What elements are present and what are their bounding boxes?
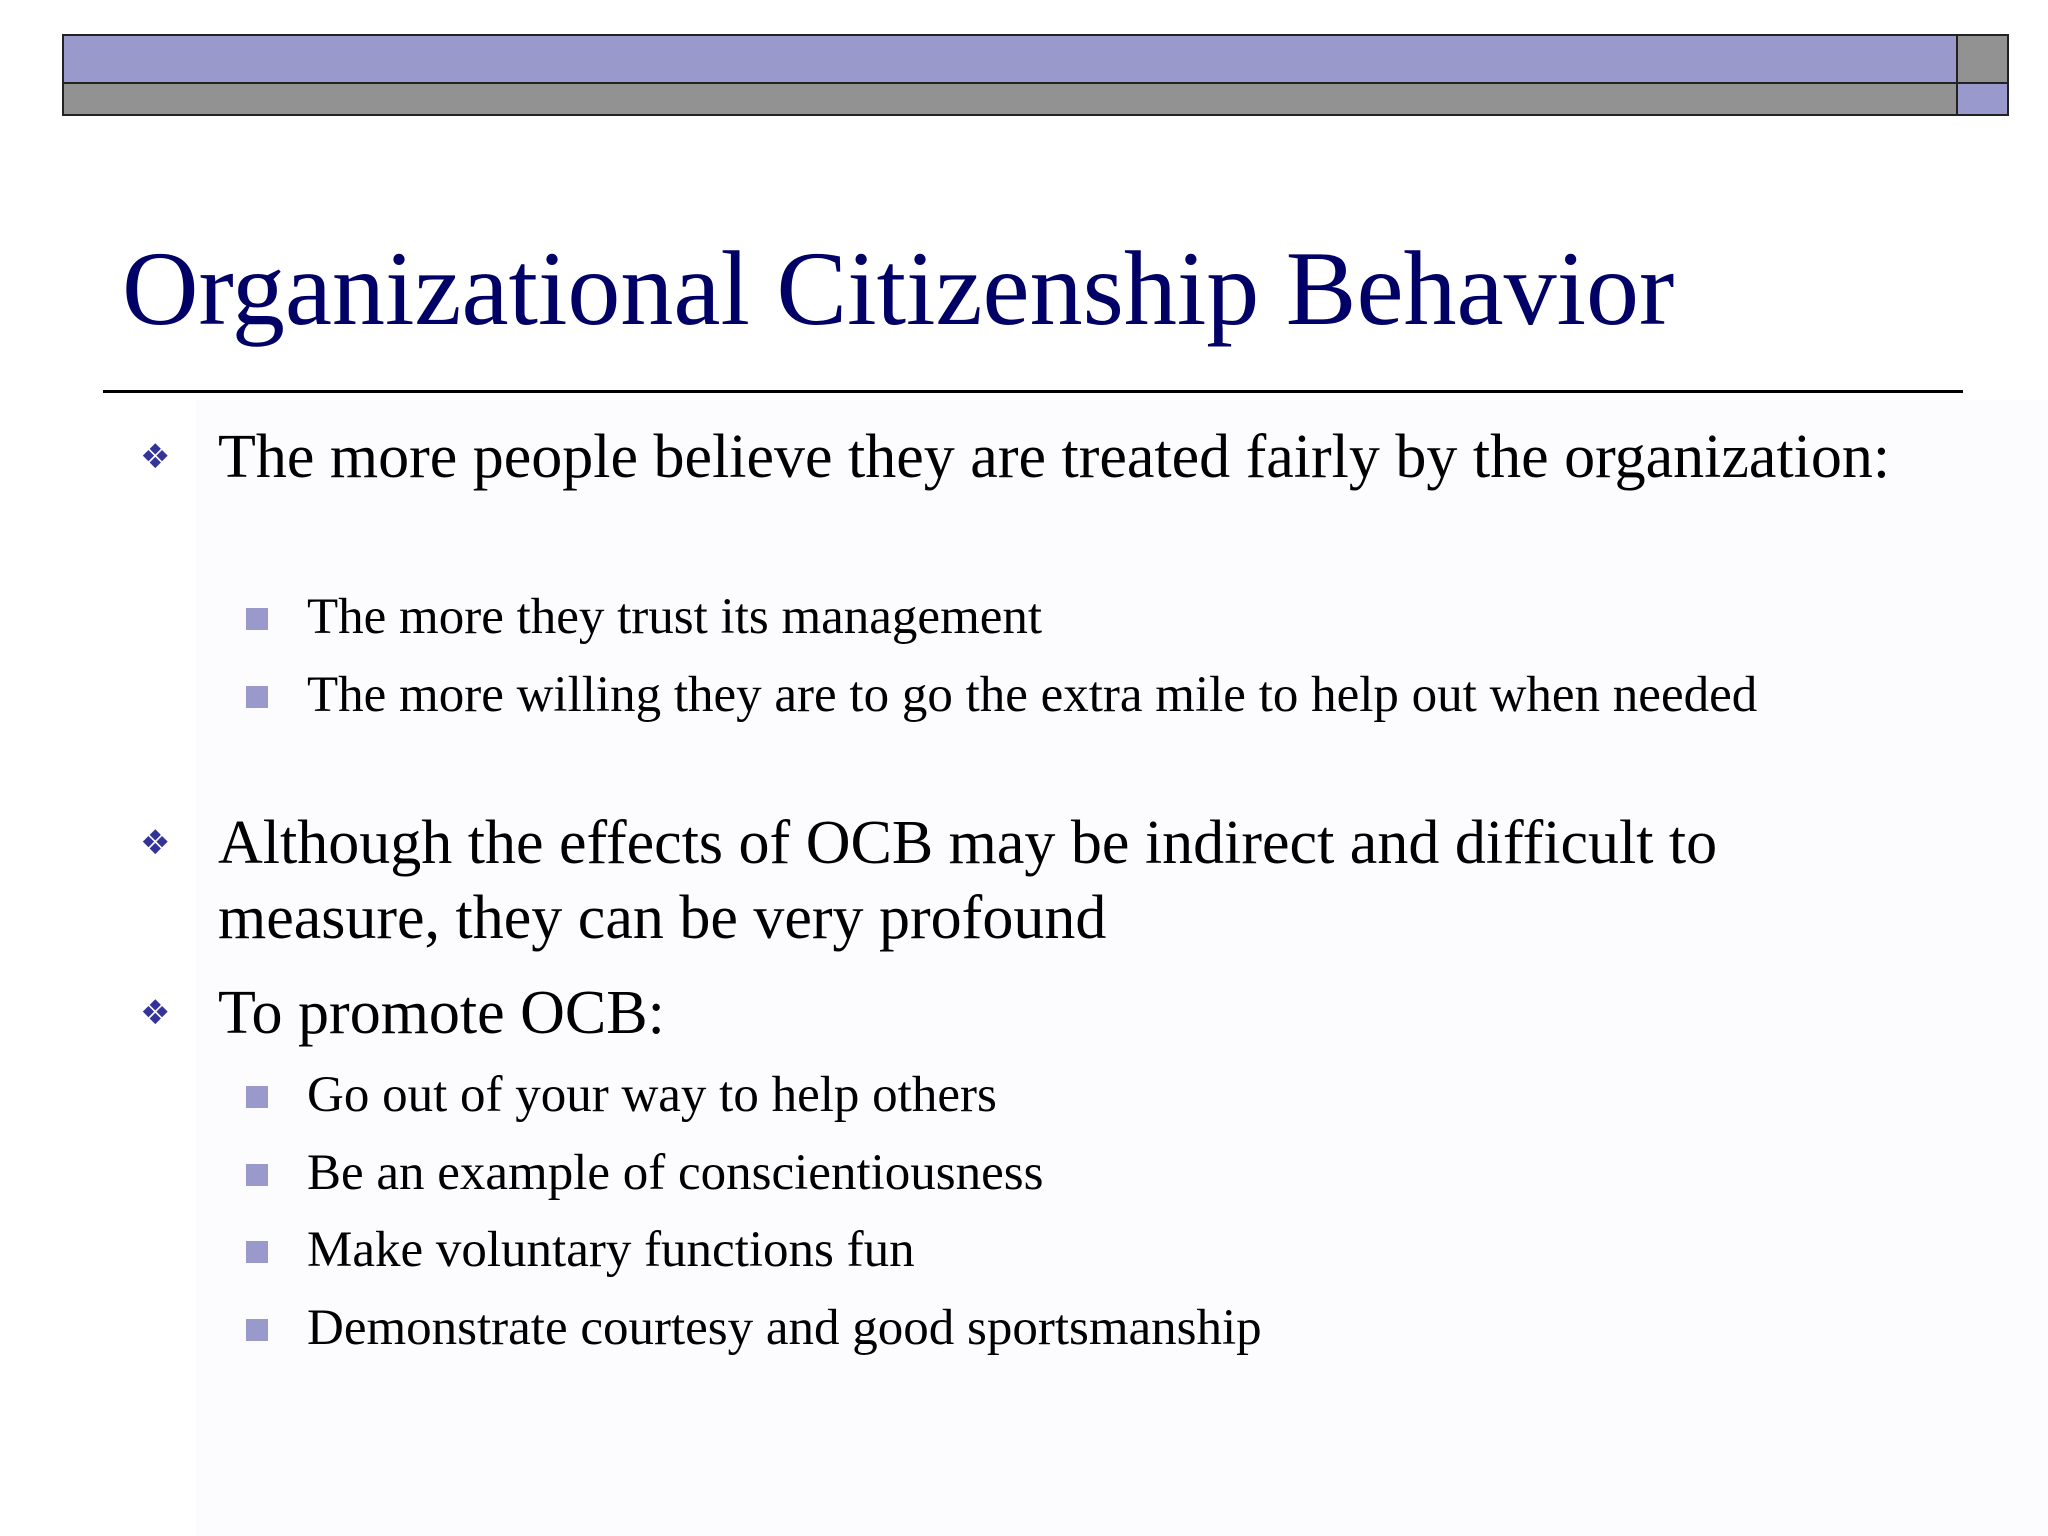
bullet-item — [140, 420, 1900, 495]
square-bullet-icon — [246, 1164, 268, 1186]
sub-bullet-text: Demonstrate courtesy and good sportsmanship — [307, 1300, 1262, 1356]
bullet-text: Although the effects of OCB may be indirect and difficult to measure, they can be very profound — [218, 809, 1718, 952]
header-bar-top — [62, 34, 1958, 84]
sub-bullet-item — [246, 664, 1806, 726]
sub-bullet-item — [246, 1064, 1806, 1126]
sub-bullet-text: Be an example of conscientiousness — [307, 1145, 1044, 1201]
bullet-text: To promote OCB: — [218, 979, 665, 1047]
square-bullet-icon — [246, 1086, 268, 1108]
sub-bullet-text: The more willing they are to go the extra mile to help out when needed — [307, 667, 1758, 723]
square-bullet-icon — [246, 1319, 268, 1341]
sub-bullet-item — [246, 1219, 1806, 1281]
diamond-bullet-icon: ❖ — [140, 437, 171, 477]
sub-bullet-item — [246, 1297, 1806, 1359]
square-bullet-icon — [246, 608, 268, 630]
content-background — [196, 400, 2048, 1536]
sub-bullet-text: Make voluntary functions fun — [307, 1222, 915, 1278]
title-divider — [103, 390, 1963, 393]
header-corner-square-bottom — [1956, 84, 2009, 116]
header-bar-bottom — [62, 84, 1958, 116]
sub-bullet-text: The more they trust its management — [307, 589, 1043, 645]
diamond-bullet-icon: ❖ — [140, 993, 171, 1033]
slide-title: Organizational Citizenship Behavior — [122, 230, 1675, 347]
header-corner-square-top — [1956, 34, 2009, 84]
sub-bullet-item — [246, 586, 1806, 648]
square-bullet-icon — [246, 1241, 268, 1263]
sub-bullet-text: Go out of your way to help others — [307, 1067, 997, 1123]
sub-bullet-item — [246, 1142, 1806, 1204]
bullet-text: The more people believe they are treated fairly by the organization: — [218, 423, 1891, 491]
diamond-bullet-icon: ❖ — [140, 823, 171, 863]
bullet-item — [140, 976, 1900, 1051]
bullet-item — [140, 806, 1900, 956]
square-bullet-icon — [246, 686, 268, 708]
